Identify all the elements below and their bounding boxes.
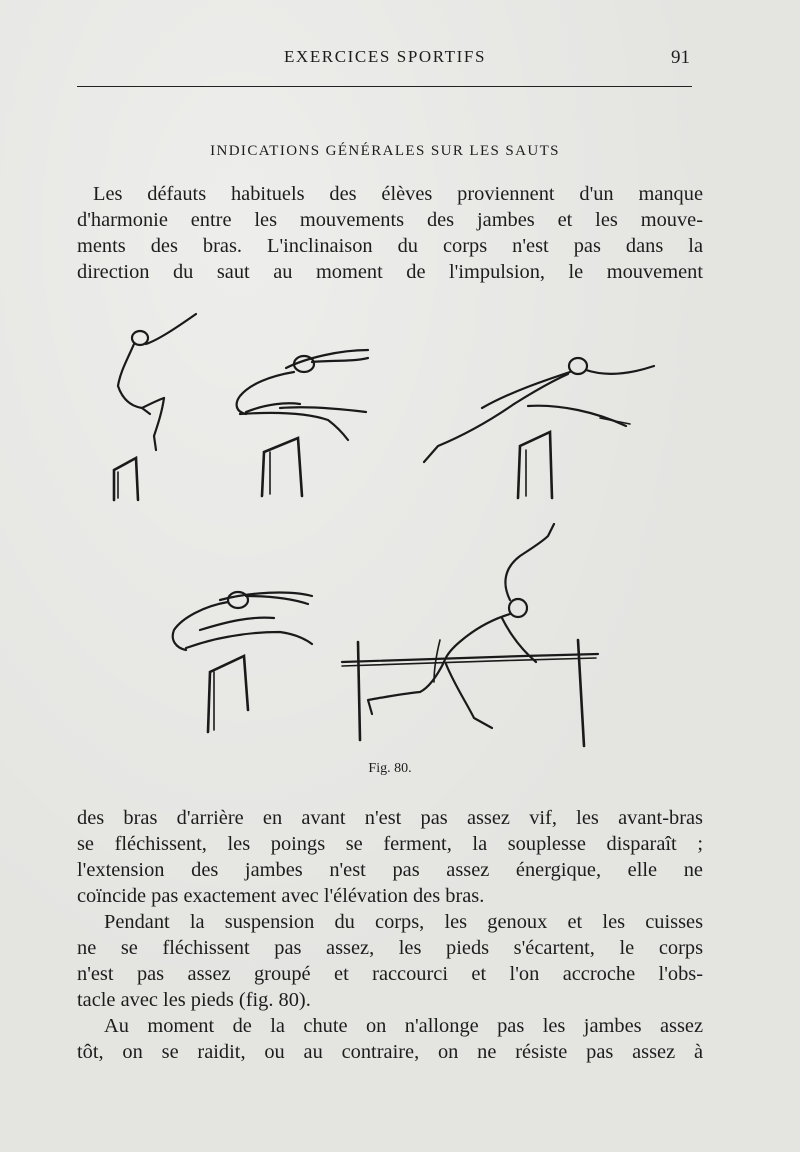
text-line: ne se fléchissent pas assez, les pieds s'écartent, le corps	[77, 937, 703, 959]
paragraph-1	[77, 181, 703, 285]
text-line: Au moment de la chute on n'allonge pas les jambes assez	[104, 1015, 703, 1037]
hurdle-jump-drawings	[90, 300, 710, 750]
running-head	[78, 47, 692, 73]
jumper-clearing-drawing	[173, 592, 312, 732]
text-line: l'extension des jambes n'est pas assez énergique, elle ne	[77, 859, 703, 881]
text-line: ments des bras. L'inclinaison du corps n'est pas dans la	[77, 235, 703, 257]
running-title: EXERCICES SPORTIFS	[283, 47, 487, 66]
paragraph-4	[77, 1013, 703, 1065]
jumper-high-bar-drawing	[342, 524, 598, 746]
text-line: se fléchissent, les poings se ferment, la souplesse disparaît ;	[77, 833, 703, 855]
text-line: tôt, on se raidit, ou au contraire, on ne résiste pas assez à	[77, 1041, 703, 1063]
jumper-tucked-drawing	[237, 350, 368, 496]
page-number: 91	[671, 47, 690, 68]
text-line: Les défauts habituels des élèves proviennent d'un manque	[93, 183, 703, 205]
section-heading: INDICATIONS GÉNÉRALES SUR LES SAUTS	[210, 143, 560, 159]
text-line: des bras d'arrière en avant n'est pas assez vif, les avant-bras	[77, 807, 703, 829]
text-line: Pendant la suspension du corps, les genoux et les cuisses	[104, 911, 703, 933]
figure-80-illustration	[90, 300, 710, 750]
text-line: coïncide pas exactement avec l'élévation des bras.	[77, 885, 485, 907]
text-line: n'est pas assez groupé et raccourci et l'on accroche l'obs-	[77, 963, 703, 985]
jumper-stretched-drawing	[424, 358, 654, 498]
header-rule	[77, 86, 692, 87]
paragraph-3	[77, 909, 703, 1013]
text-line: direction du saut au moment de l'impulsion, le mouvement	[77, 261, 703, 283]
paragraph-2	[77, 805, 703, 909]
text-line: d'harmonie entre les mouvements des jambes et les mouve-	[77, 209, 703, 231]
text-line: tacle avec les pieds (fig. 80).	[77, 989, 311, 1011]
figure-caption: Fig. 80.	[368, 761, 412, 776]
jumper-upright-drawing	[114, 314, 196, 500]
